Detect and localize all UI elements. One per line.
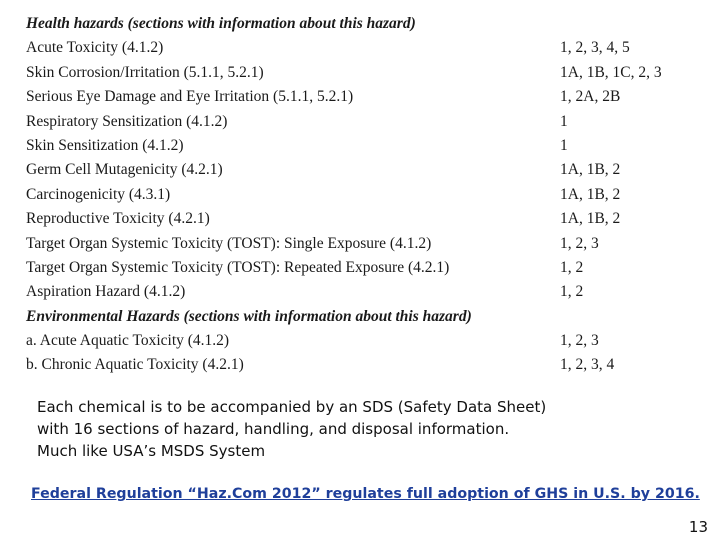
federal-regulation-link[interactable]: Federal Regulation “Haz.Com 2012” regulates full adoption of GHS in U.S. by 2016.: [31, 486, 700, 502]
health-hazards-heading-text: Health hazards (sections with information about this hazard): [26, 15, 416, 32]
environmental-hazards-heading-text: Environmental Hazards (sections with information about this hazard): [26, 307, 472, 325]
hazard-values: 1, 2, 3, 4, 5: [560, 39, 630, 57]
table-row: [26, 61, 706, 85]
hazard-values: 1: [560, 112, 568, 130]
hazard-values: 1, 2, 3: [560, 234, 599, 252]
hazard-values: 1, 2, 3: [560, 332, 599, 350]
table-row: [26, 36, 706, 60]
hazard-category: Serious Eye Damage and Eye Irritation (5.1.1, 5.2.1): [26, 88, 354, 106]
table-row: [26, 353, 706, 377]
hazard-category: Skin Sensitization (4.1.2): [26, 136, 184, 154]
table-row: [26, 110, 706, 134]
hazard-classification-table: [26, 12, 706, 378]
note-line: Each chemical is to be accompanied by an SDS (Safety Data Sheet): [37, 398, 547, 416]
hazard-category: Respiratory Sensitization (4.1.2): [26, 112, 228, 130]
hazard-values: 1, 2: [560, 258, 584, 276]
hazard-values: 1, 2: [560, 283, 584, 301]
hazard-values: 1A, 1B, 2: [560, 185, 621, 203]
hazard-category: Target Organ Systemic Toxicity (TOST): Single Exposure (4.1.2): [26, 234, 432, 252]
hazard-values: 1: [560, 136, 568, 154]
hazard-values: 1A, 1B, 1C, 2, 3: [560, 63, 662, 81]
hazard-category: Acute Toxicity (4.1.2): [26, 39, 164, 57]
hazard-category: Skin Corrosion/Irritation (5.1.1, 5.2.1): [26, 63, 264, 81]
hazard-category: Target Organ Systemic Toxicity (TOST): Repeated Exposure (4.2.1): [26, 258, 450, 276]
table-row: [26, 207, 706, 231]
table-row: [26, 158, 706, 182]
table-row: [26, 134, 706, 158]
note-line: Much like USA’s MSDS System: [37, 442, 266, 460]
table-row: [26, 183, 706, 207]
sds-note: [37, 396, 657, 462]
hazard-category: Reproductive Toxicity (4.2.1): [26, 210, 210, 228]
table-row: [26, 256, 706, 280]
table-row: [26, 85, 706, 109]
hazard-category: Carcinogenicity (4.3.1): [26, 185, 171, 203]
hazard-category: a. Acute Aquatic Toxicity (4.1.2): [26, 332, 230, 350]
hazard-values: 1, 2, 3, 4: [560, 356, 615, 374]
hazard-values: 1, 2A, 2B: [560, 88, 621, 106]
page-number: 13: [688, 518, 708, 536]
table-row: [26, 280, 706, 304]
hazard-category: Aspiration Hazard (4.1.2): [26, 283, 186, 301]
health-hazards-heading: [26, 12, 706, 36]
hazard-values: 1A, 1B, 2: [560, 161, 621, 179]
hazard-values: 1A, 1B, 2: [560, 210, 621, 228]
table-row: [26, 232, 706, 256]
hazard-category: b. Chronic Aquatic Toxicity (4.2.1): [26, 356, 244, 374]
table-row: [26, 329, 706, 353]
hazard-category: Germ Cell Mutagenicity (4.2.1): [26, 161, 223, 179]
note-line: with 16 sections of hazard, handling, and disposal information.: [37, 420, 510, 438]
environmental-hazards-heading: [26, 305, 706, 329]
